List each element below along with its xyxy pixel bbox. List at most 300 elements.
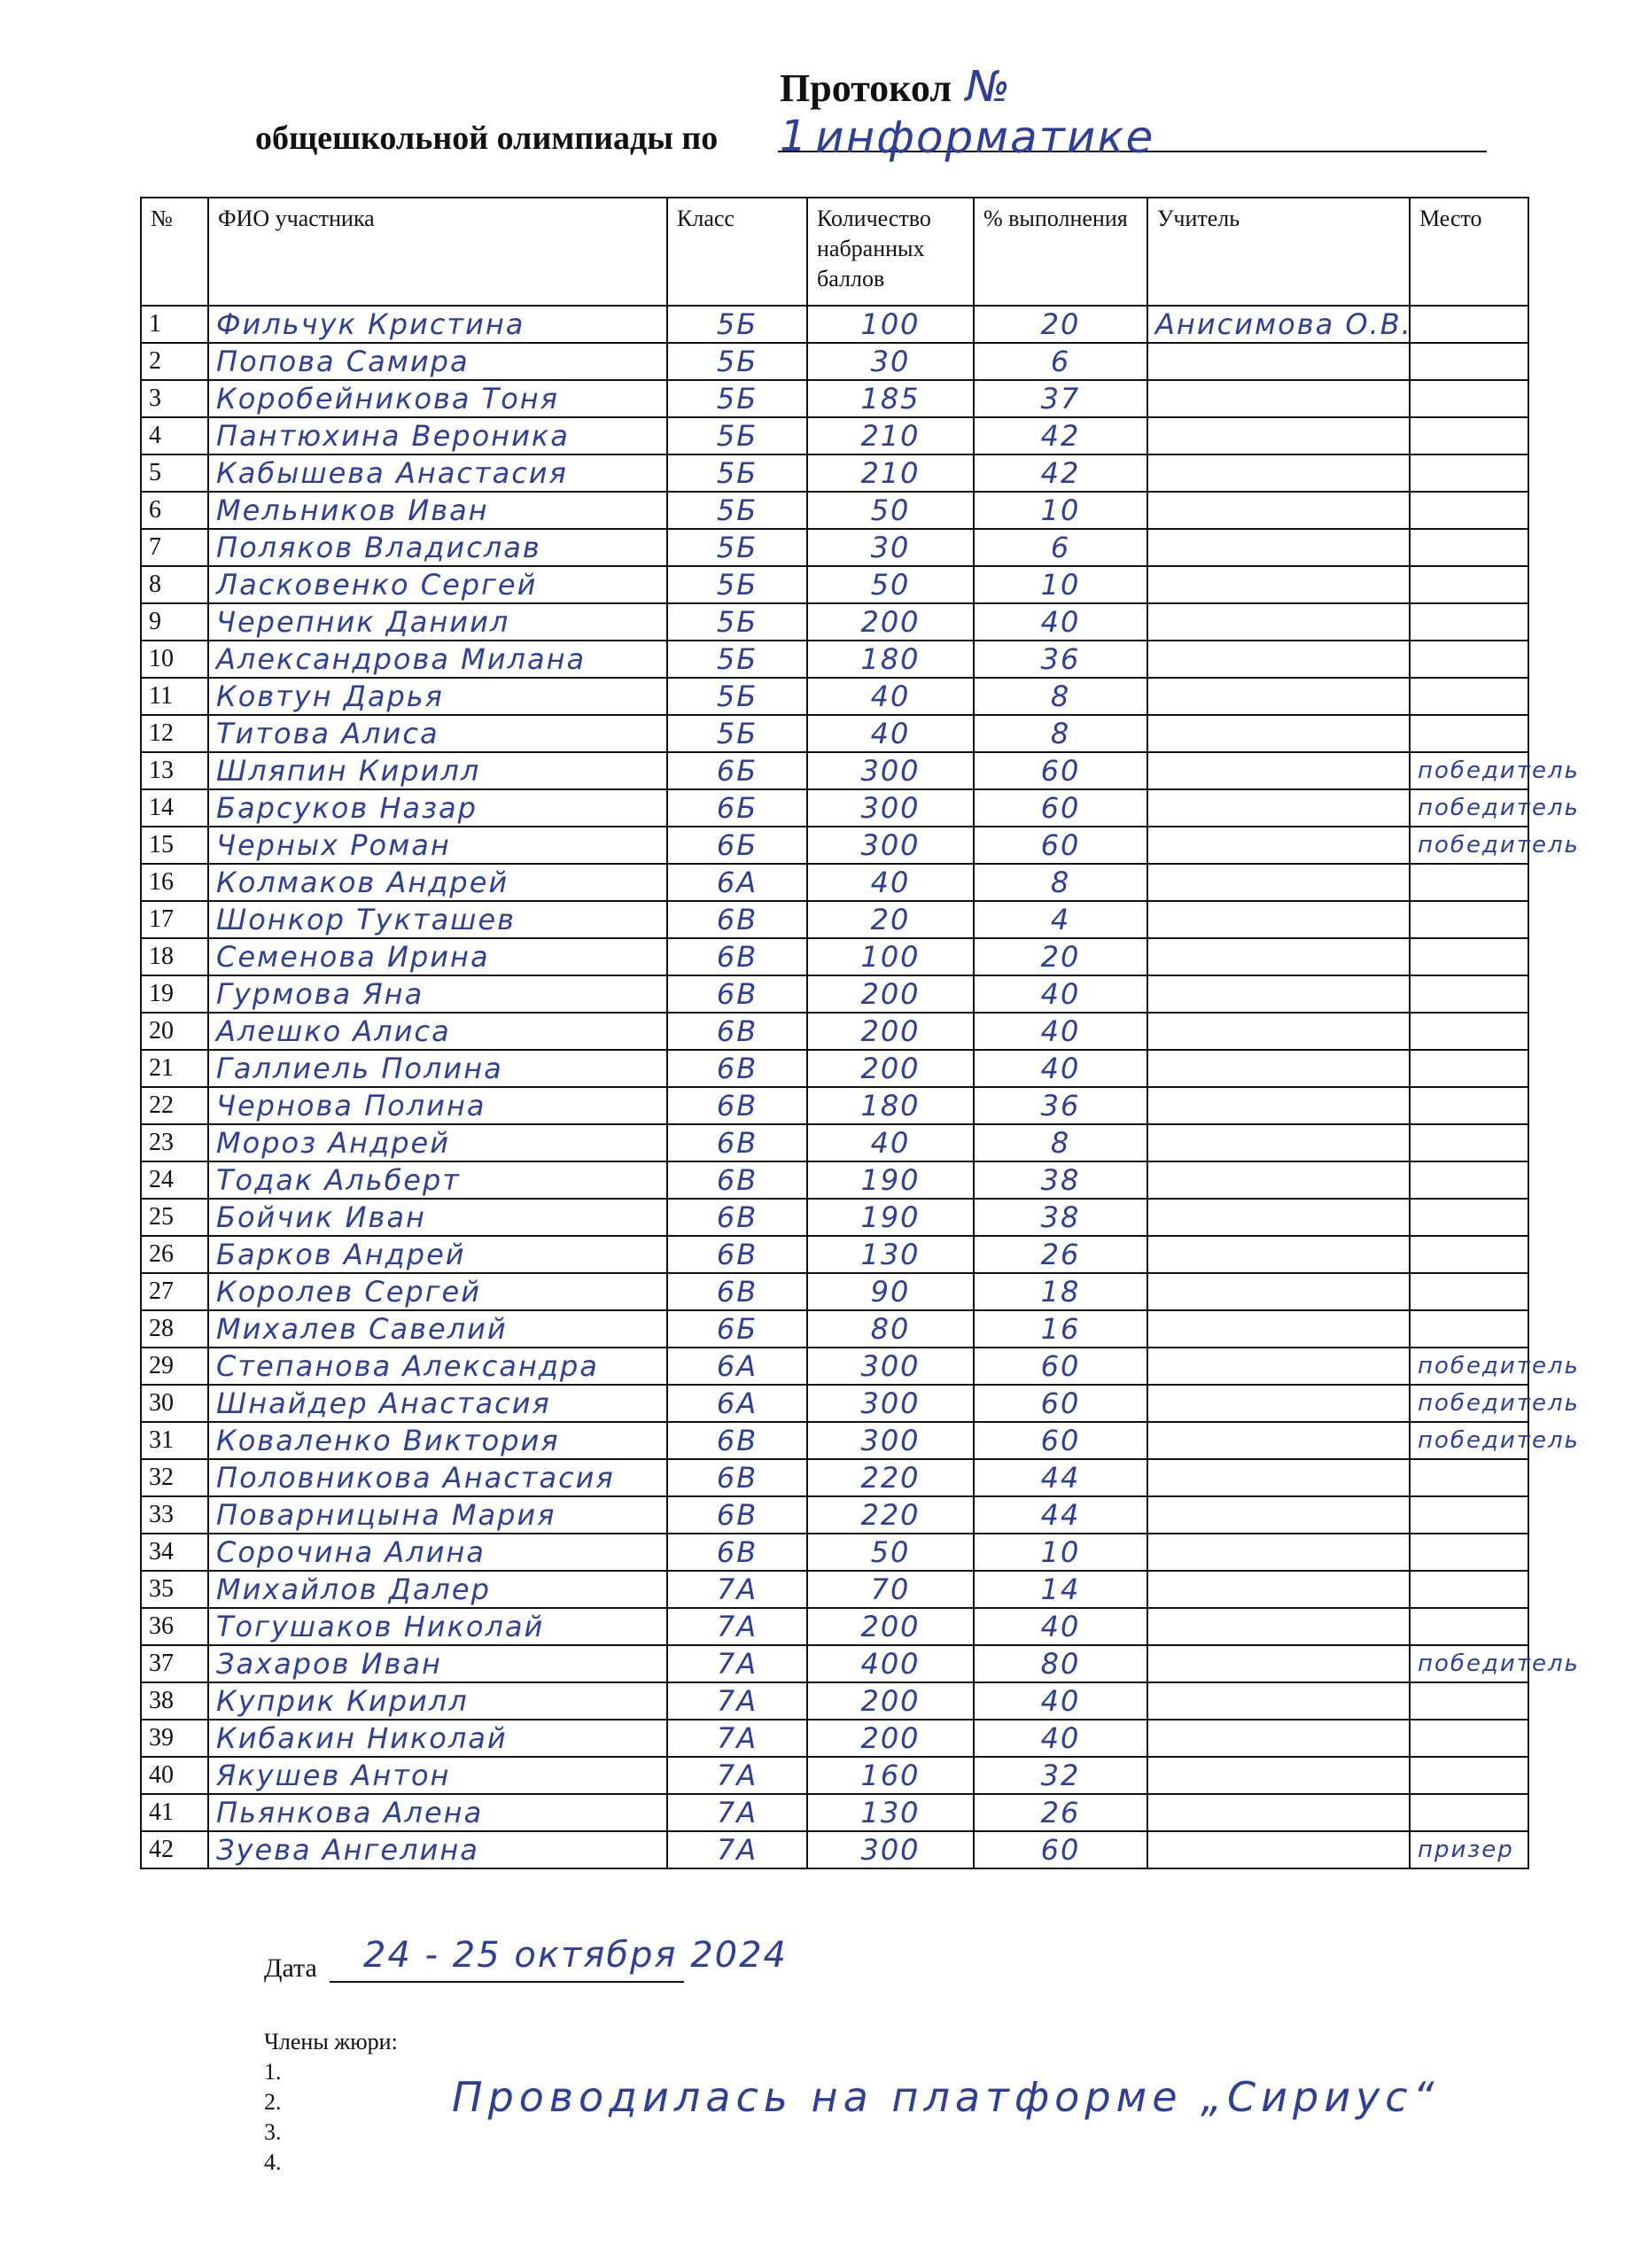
- participant-teacher: [1147, 1757, 1410, 1794]
- row-number: 14: [141, 789, 208, 827]
- participant-name: Захаров Иван: [208, 1645, 667, 1682]
- participant-score: 20: [807, 901, 974, 938]
- participant-score: 400: [807, 1645, 974, 1682]
- participant-place: [1410, 1013, 1528, 1050]
- participant-percent: 60: [974, 789, 1147, 827]
- participant-class: 6А: [667, 1385, 807, 1422]
- participant-teacher: [1147, 1720, 1410, 1757]
- row-number: 36: [141, 1608, 208, 1645]
- participant-teacher: [1147, 1310, 1410, 1348]
- participant-score: 190: [807, 1161, 974, 1199]
- row-number: 32: [141, 1459, 208, 1496]
- participant-place: победитель: [1410, 789, 1528, 827]
- row-number: 38: [141, 1682, 208, 1720]
- participant-percent: 10: [974, 566, 1147, 603]
- participant-percent: 8: [974, 678, 1147, 715]
- participant-name: Мороз Андрей: [208, 1124, 667, 1161]
- jury-item: 3.: [264, 2119, 282, 2145]
- participant-class: 5Б: [667, 343, 807, 380]
- participant-class: 5Б: [667, 529, 807, 566]
- row-number: 1: [141, 306, 208, 343]
- participant-teacher: [1147, 938, 1410, 975]
- participant-name: Гурмова Яна: [208, 975, 667, 1013]
- row-number: 4: [141, 417, 208, 454]
- participant-teacher: [1147, 1273, 1410, 1310]
- participant-class: 7А: [667, 1608, 807, 1645]
- participant-place: победитель: [1410, 1385, 1528, 1422]
- jury-item: 2.: [264, 2089, 282, 2115]
- participant-teacher: [1147, 1161, 1410, 1199]
- jury-item: 4.: [264, 2149, 282, 2175]
- table-row: [141, 566, 1528, 603]
- participant-percent: 40: [974, 1013, 1147, 1050]
- participant-teacher: [1147, 789, 1410, 827]
- table-row: [141, 715, 1528, 752]
- participant-name: Черепник Даниил: [208, 603, 667, 641]
- participant-percent: 26: [974, 1236, 1147, 1273]
- table-row: [141, 603, 1528, 641]
- participant-class: 6Б: [667, 827, 807, 864]
- jury-item: 1.: [264, 2059, 282, 2085]
- participant-place: [1410, 1273, 1528, 1310]
- participant-name: Семенова Ирина: [208, 938, 667, 975]
- participant-name: Зуева Ангелина: [208, 1831, 667, 1868]
- participant-place: [1410, 1757, 1528, 1794]
- participant-class: 6В: [667, 1459, 807, 1496]
- row-number: 16: [141, 864, 208, 901]
- participant-class: 7А: [667, 1720, 807, 1757]
- participant-place: победитель: [1410, 752, 1528, 789]
- participant-percent: 60: [974, 1831, 1147, 1868]
- participant-class: 6Б: [667, 789, 807, 827]
- row-number: 40: [141, 1757, 208, 1794]
- participant-place: [1410, 864, 1528, 901]
- participant-place: победитель: [1410, 1422, 1528, 1459]
- participant-score: 220: [807, 1459, 974, 1496]
- table-row: [141, 1013, 1528, 1050]
- platform-note: Проводилась на платформе „Сириус“: [452, 2073, 1440, 2121]
- table-row: [141, 306, 1528, 343]
- participant-teacher: [1147, 1534, 1410, 1571]
- row-number: 24: [141, 1161, 208, 1199]
- participant-teacher: [1147, 1348, 1410, 1385]
- participant-score: 185: [807, 380, 974, 417]
- table-row: [141, 454, 1528, 492]
- participant-class: 6А: [667, 1348, 807, 1385]
- table-row: [141, 1124, 1528, 1161]
- table-row: [141, 380, 1528, 417]
- table-row: [141, 1645, 1528, 1682]
- participant-name: Галлиель Полина: [208, 1050, 667, 1087]
- row-number: 33: [141, 1496, 208, 1534]
- participant-name: Сорочина Алина: [208, 1534, 667, 1571]
- col-score: Количество набранных баллов: [807, 198, 974, 306]
- participant-percent: 10: [974, 492, 1147, 529]
- row-number: 29: [141, 1348, 208, 1385]
- col-class: Класс: [667, 198, 807, 306]
- jury-list: [264, 2057, 282, 2178]
- participant-score: 300: [807, 1831, 974, 1868]
- participant-class: 5Б: [667, 454, 807, 492]
- table-row: [141, 1571, 1528, 1608]
- participant-percent: 40: [974, 1682, 1147, 1720]
- participant-name: Фильчук Кристина: [208, 306, 667, 343]
- participant-class: 6В: [667, 975, 807, 1013]
- participant-teacher: [1147, 1645, 1410, 1682]
- row-number: 13: [141, 752, 208, 789]
- table-row: [141, 789, 1528, 827]
- participant-name: Александрова Милана: [208, 641, 667, 678]
- participant-name: Куприк Кирилл: [208, 1682, 667, 1720]
- participant-score: 210: [807, 454, 974, 492]
- participant-place: [1410, 492, 1528, 529]
- participant-class: 5Б: [667, 492, 807, 529]
- participant-place: [1410, 603, 1528, 641]
- participant-teacher: [1147, 1422, 1410, 1459]
- results-table: [140, 197, 1580, 1869]
- participant-percent: 38: [974, 1161, 1147, 1199]
- participant-teacher: [1147, 603, 1410, 641]
- participant-name: Ковтун Дарья: [208, 678, 667, 715]
- participant-percent: 32: [974, 1757, 1147, 1794]
- participant-teacher: [1147, 1236, 1410, 1273]
- row-number: 35: [141, 1571, 208, 1608]
- participant-place: [1410, 641, 1528, 678]
- participant-score: 200: [807, 1682, 974, 1720]
- participant-name: Коваленко Виктория: [208, 1422, 667, 1459]
- participant-place: [1410, 1534, 1528, 1571]
- participant-score: 40: [807, 678, 974, 715]
- table-header-row: [141, 198, 1528, 306]
- participant-score: 200: [807, 1608, 974, 1645]
- title-text: Протокол: [780, 66, 952, 110]
- participant-percent: 60: [974, 1422, 1147, 1459]
- participant-place: [1410, 1124, 1528, 1161]
- participant-teacher: [1147, 529, 1410, 566]
- participant-class: 5Б: [667, 641, 807, 678]
- participant-name: Колмаков Андрей: [208, 864, 667, 901]
- participant-percent: 20: [974, 938, 1147, 975]
- participant-class: 6В: [667, 1273, 807, 1310]
- participant-teacher: [1147, 901, 1410, 938]
- participant-place: [1410, 975, 1528, 1013]
- participant-teacher: [1147, 566, 1410, 603]
- participant-place: победитель: [1410, 1645, 1528, 1682]
- row-number: 11: [141, 678, 208, 715]
- participant-score: 50: [807, 566, 974, 603]
- table-row: [141, 1534, 1528, 1571]
- table-row: [141, 938, 1528, 975]
- table-row: [141, 1682, 1528, 1720]
- participant-score: 200: [807, 603, 974, 641]
- row-number: 17: [141, 901, 208, 938]
- participant-score: 180: [807, 1087, 974, 1124]
- table-row: [141, 343, 1528, 380]
- participant-percent: 10: [974, 1534, 1147, 1571]
- participant-class: 6В: [667, 1161, 807, 1199]
- participant-place: [1410, 1087, 1528, 1124]
- row-number: 7: [141, 529, 208, 566]
- participant-class: 5Б: [667, 603, 807, 641]
- participant-percent: 40: [974, 1720, 1147, 1757]
- participant-place: [1410, 1161, 1528, 1199]
- table-row: [141, 864, 1528, 901]
- participant-place: [1410, 1236, 1528, 1273]
- table-row: [141, 752, 1528, 789]
- participant-name: Шляпин Кирилл: [208, 752, 667, 789]
- table-row: [141, 1794, 1528, 1831]
- participant-name: Половникова Анастасия: [208, 1459, 667, 1496]
- participant-name: Якушев Антон: [208, 1757, 667, 1794]
- participant-percent: 18: [974, 1273, 1147, 1310]
- participant-score: 90: [807, 1273, 974, 1310]
- row-number: 39: [141, 1720, 208, 1757]
- participant-teacher: [1147, 1124, 1410, 1161]
- table-row: [141, 678, 1528, 715]
- participant-percent: 42: [974, 417, 1147, 454]
- participant-score: 30: [807, 343, 974, 380]
- participant-percent: 8: [974, 715, 1147, 752]
- participant-class: 7А: [667, 1645, 807, 1682]
- participant-name: Тогушаков Николай: [208, 1608, 667, 1645]
- participant-teacher: [1147, 1794, 1410, 1831]
- participant-name: Кабышева Анастасия: [208, 454, 667, 492]
- participant-name: Ласковенко Сергей: [208, 566, 667, 603]
- participant-class: 6Б: [667, 752, 807, 789]
- participant-class: 6В: [667, 1199, 807, 1236]
- table-row: [141, 492, 1528, 529]
- participant-name: Поляков Владислав: [208, 529, 667, 566]
- participant-score: 130: [807, 1794, 974, 1831]
- table-row: [141, 1348, 1528, 1385]
- participant-place: [1410, 1720, 1528, 1757]
- participant-place: [1410, 678, 1528, 715]
- table-row: [141, 417, 1528, 454]
- participant-name: Барсуков Назар: [208, 789, 667, 827]
- participant-percent: 14: [974, 1571, 1147, 1608]
- row-number: 21: [141, 1050, 208, 1087]
- table-row: [141, 641, 1528, 678]
- participant-percent: 8: [974, 1124, 1147, 1161]
- participant-name: Алешко Алиса: [208, 1013, 667, 1050]
- participant-score: 40: [807, 1124, 974, 1161]
- row-number: 10: [141, 641, 208, 678]
- row-number: 27: [141, 1273, 208, 1310]
- participant-teacher: [1147, 1050, 1410, 1087]
- row-number: 12: [141, 715, 208, 752]
- table-row: [141, 1161, 1528, 1199]
- table-row: [141, 1720, 1528, 1757]
- participant-name: Пьянкова Алена: [208, 1794, 667, 1831]
- row-number: 26: [141, 1236, 208, 1273]
- participant-place: [1410, 566, 1528, 603]
- participant-name: Степанова Александра: [208, 1348, 667, 1385]
- participant-teacher: [1147, 1496, 1410, 1534]
- participant-percent: 60: [974, 752, 1147, 789]
- participant-name: Черных Роман: [208, 827, 667, 864]
- table-row: [141, 1422, 1528, 1459]
- participant-teacher: [1147, 641, 1410, 678]
- participant-percent: 36: [974, 641, 1147, 678]
- row-number: 34: [141, 1534, 208, 1571]
- participant-class: 5Б: [667, 678, 807, 715]
- participant-percent: 16: [974, 1310, 1147, 1348]
- date-underline: [330, 1981, 684, 1983]
- participant-teacher: [1147, 864, 1410, 901]
- participant-score: 200: [807, 1013, 974, 1050]
- row-number: 31: [141, 1422, 208, 1459]
- subject-name: информатике: [815, 112, 1155, 163]
- participant-percent: 60: [974, 1385, 1147, 1422]
- row-number: 22: [141, 1087, 208, 1124]
- participant-place: [1410, 1608, 1528, 1645]
- col-place: Место: [1410, 198, 1528, 306]
- participant-percent: 36: [974, 1087, 1147, 1124]
- participant-place: [1410, 343, 1528, 380]
- row-number: 15: [141, 827, 208, 864]
- row-number: 2: [141, 343, 208, 380]
- participant-teacher: [1147, 417, 1410, 454]
- participant-score: 300: [807, 789, 974, 827]
- col-teacher: Учитель: [1147, 198, 1410, 306]
- row-number: 28: [141, 1310, 208, 1348]
- participant-place: [1410, 1050, 1528, 1087]
- participant-percent: 20: [974, 306, 1147, 343]
- participant-teacher: [1147, 1199, 1410, 1236]
- row-number: 20: [141, 1013, 208, 1050]
- table-row: [141, 1757, 1528, 1794]
- participant-percent: 6: [974, 343, 1147, 380]
- date-label: Дата: [264, 1953, 317, 1983]
- col-number: №: [141, 198, 208, 306]
- participant-teacher: [1147, 1682, 1410, 1720]
- table-row: [141, 1608, 1528, 1645]
- participant-name: Шнайдер Анастасия: [208, 1385, 667, 1422]
- participant-score: 190: [807, 1199, 974, 1236]
- participant-teacher: [1147, 827, 1410, 864]
- participant-class: 7А: [667, 1831, 807, 1868]
- row-number: 6: [141, 492, 208, 529]
- table-row: [141, 1050, 1528, 1087]
- participant-name: Шонкор Тукташев: [208, 901, 667, 938]
- participant-percent: 40: [974, 603, 1147, 641]
- participant-percent: 42: [974, 454, 1147, 492]
- participant-teacher: [1147, 975, 1410, 1013]
- table-row: [141, 1459, 1528, 1496]
- row-number: 3: [141, 380, 208, 417]
- participant-score: 30: [807, 529, 974, 566]
- participant-teacher: [1147, 752, 1410, 789]
- participant-place: [1410, 1199, 1528, 1236]
- participant-place: [1410, 454, 1528, 492]
- participant-score: 300: [807, 827, 974, 864]
- participant-place: [1410, 938, 1528, 975]
- participant-place: призер: [1410, 1831, 1528, 1868]
- col-name: ФИО участника: [208, 198, 667, 306]
- participant-percent: 40: [974, 1608, 1147, 1645]
- participant-class: 7А: [667, 1794, 807, 1831]
- participant-class: 6А: [667, 864, 807, 901]
- participant-class: 6В: [667, 1087, 807, 1124]
- participant-score: 50: [807, 1534, 974, 1571]
- participant-score: 100: [807, 306, 974, 343]
- table-row: [141, 901, 1528, 938]
- table-row: [141, 1236, 1528, 1273]
- participant-name: Королев Сергей: [208, 1273, 667, 1310]
- participant-class: 5Б: [667, 715, 807, 752]
- participant-percent: 40: [974, 1050, 1147, 1087]
- participant-class: 6Б: [667, 1310, 807, 1348]
- participant-score: 200: [807, 975, 974, 1013]
- participant-name: Кибакин Николай: [208, 1720, 667, 1757]
- row-number: 30: [141, 1385, 208, 1422]
- participant-place: [1410, 1794, 1528, 1831]
- row-number: 8: [141, 566, 208, 603]
- participant-name: Бойчик Иван: [208, 1199, 667, 1236]
- participant-teacher: [1147, 1087, 1410, 1124]
- participant-class: 7А: [667, 1571, 807, 1608]
- table-row: [141, 827, 1528, 864]
- participant-score: 50: [807, 492, 974, 529]
- participant-name: Попова Самира: [208, 343, 667, 380]
- participant-name: Михалев Савелий: [208, 1310, 667, 1348]
- participant-class: 6В: [667, 1422, 807, 1459]
- participant-teacher: [1147, 1608, 1410, 1645]
- participant-class: 6В: [667, 901, 807, 938]
- participant-place: [1410, 715, 1528, 752]
- participant-place: победитель: [1410, 1348, 1528, 1385]
- participant-teacher: [1147, 380, 1410, 417]
- participant-name: Мельников Иван: [208, 492, 667, 529]
- participant-name: Чернова Полина: [208, 1087, 667, 1124]
- participant-percent: 80: [974, 1645, 1147, 1682]
- participant-class: 6В: [667, 1124, 807, 1161]
- participant-class: 6В: [667, 938, 807, 975]
- participant-teacher: Анисимова О.В.: [1147, 306, 1410, 343]
- participant-name: Коробейникова Тоня: [208, 380, 667, 417]
- row-number: 25: [141, 1199, 208, 1236]
- row-number: 9: [141, 603, 208, 641]
- participant-score: 210: [807, 417, 974, 454]
- participant-teacher: [1147, 1831, 1410, 1868]
- participant-score: 40: [807, 864, 974, 901]
- participant-score: 130: [807, 1236, 974, 1273]
- participant-place: победитель: [1410, 827, 1528, 864]
- row-number: 42: [141, 1831, 208, 1868]
- participant-name: Титова Алиса: [208, 715, 667, 752]
- row-number: 37: [141, 1645, 208, 1682]
- participant-class: 5Б: [667, 417, 807, 454]
- participant-place: [1410, 1459, 1528, 1496]
- participant-place: [1410, 417, 1528, 454]
- participant-class: 5Б: [667, 566, 807, 603]
- date-value: 24 - 25 октября 2024: [363, 1935, 789, 1976]
- participant-class: 7А: [667, 1682, 807, 1720]
- participant-place: [1410, 901, 1528, 938]
- participant-name: Тодак Альберт: [208, 1161, 667, 1199]
- participant-name: Поварницына Мария: [208, 1496, 667, 1534]
- table-row: [141, 1199, 1528, 1236]
- row-number: 18: [141, 938, 208, 975]
- participant-percent: 4: [974, 901, 1147, 938]
- table-row: [141, 1087, 1528, 1124]
- participant-name: Пантюхина Вероника: [208, 417, 667, 454]
- participant-teacher: [1147, 678, 1410, 715]
- table-row: [141, 975, 1528, 1013]
- participant-teacher: [1147, 1459, 1410, 1496]
- participant-percent: 6: [974, 529, 1147, 566]
- participant-teacher: [1147, 1571, 1410, 1608]
